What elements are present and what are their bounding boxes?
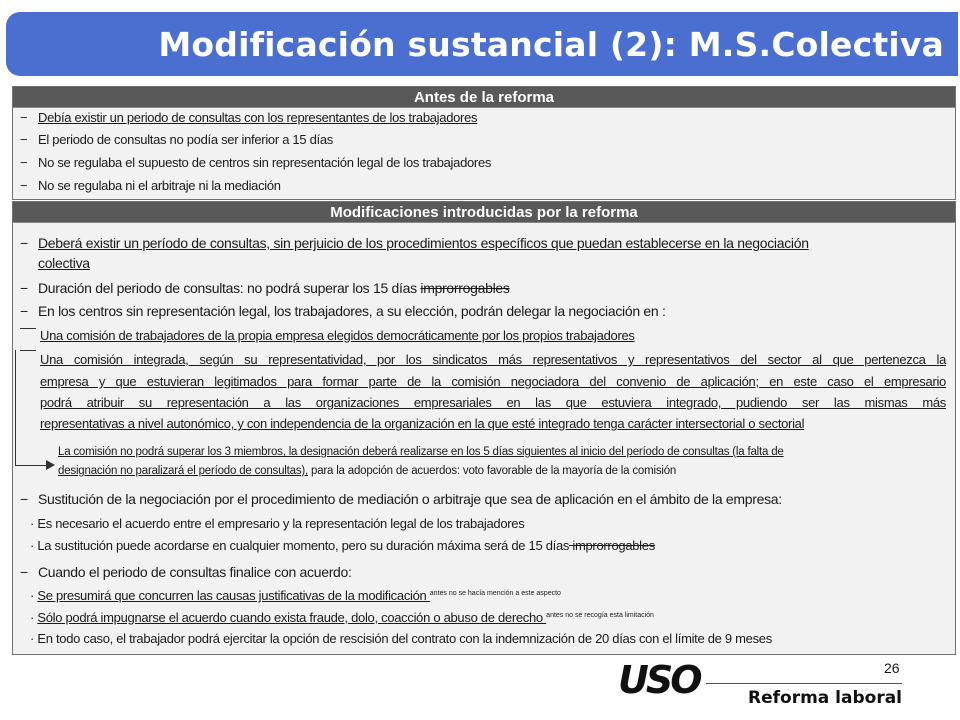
footer-divider [706,683,902,684]
before-item-2: − El periodo de consultas no podía ser inferior a 15 días [20,132,333,147]
connector-line [20,328,36,329]
connector-line [15,465,49,466]
reform-changes-header: Modificaciones introducidas por la reforma [13,202,955,223]
change-item-4: − Sustitución de la negociación por el procedimiento de mediación o arbitraje que sea de aplicación en el ámbito de la empresa: [20,491,782,507]
change-item-1: − Deberá existir un período de consultas, sin perjuicio de los procedimientos específicos que puedan establecerse en la negociación [20,235,809,251]
connector-line [20,350,36,351]
change-item-5: − Cuando el periodo de consultas finalice con acuerdo: [20,564,352,580]
title-banner [6,12,958,76]
delegation-option-2-line1: Una comisión integrada, según su representatividad, por los sindicatos más representativos y representativos del sector al que pertenezca la [40,352,946,367]
change-item-4-sub2: · La sustitución puede acordarse en cualquier momento, pero su duración máxima será de 15 días improrrogables [30,538,655,553]
change-item-1-cont: colectiva [38,255,90,271]
change-item-5-sub3: · En todo caso, el trabajador podrá ejercitar la opción de rescisión del contrato con la indemnización de 20 días con el límite de 9 meses [30,631,772,646]
connector-line [15,350,16,466]
commission-note-line2: designación no paralizará el período de consultas), para la adopción de acuerdos: voto favorable de la mayoría de la comisión [58,465,677,477]
change-item-5-sub2: · Sólo podrá impugnarse el acuerdo cuando exista fraude, dolo, coacción o abuso de derecho $^{antes no se recogía esta limitación}$ [30,610,654,625]
delegation-option-2-line2: empresa y que estuvieran legitimados para formar parte de la comisión negociadora del convenio de aplicación; en este caso el empresario [40,374,946,389]
delegation-option-2-line4: representativas a nivel autonómico, y con independencia de la organización en la que esté integrado tenga carácter intersectorial o sectorial [40,416,805,431]
arrow-icon [46,460,55,470]
before-item-1: − Debía existir un periodo de consultas con los representantes de los trabajadores [20,110,478,125]
before-item-4: − No se regulaba ni el arbitraje ni la mediación [20,178,281,193]
commission-note-line1: La comisión no podrá superar los 3 miembros, la designación deberá realizarse en los 5 días siguientes al inicio del período de consultas (la falta de [58,446,784,458]
change-item-4-sub1: · Es necesario el acuerdo entre el empresario y la representación legal de los trabajadores [30,516,525,531]
before-item-3: − No se regulaba el supuesto de centros sin representación legal de los trabajadores [20,155,492,170]
before-reform-header: Antes de la reforma [13,87,955,108]
change-item-2: − Duración del periodo de consultas: no podrá superar los 15 días improrrogables [20,280,510,296]
delegation-option-2-line3: podrá atribuir su representación a las organizaciones empresariales en las que estuviera integrado, pudiendo ser las mismas más [40,395,946,410]
change-item-5-sub1: · Se presumirá que concurren las causas justificativas de la modificación $^{antes no se hacía mención a este aspecto}$ [30,588,561,603]
page-title: Modificación sustancial (2): M.S.Colectiva [158,24,944,64]
page-number: 26 [884,660,900,676]
uso-logo: USO [618,658,700,702]
delegation-option-1: Una comisión de trabajadores de la propia empresa elegidos democráticamente por los propios trabajadores [40,328,635,343]
change-item-3: − En los centros sin representación legal, los trabajadores, a su elección, podrán delegar la negociación en : [20,303,666,319]
footer-label: Reforma laboral [748,688,903,708]
